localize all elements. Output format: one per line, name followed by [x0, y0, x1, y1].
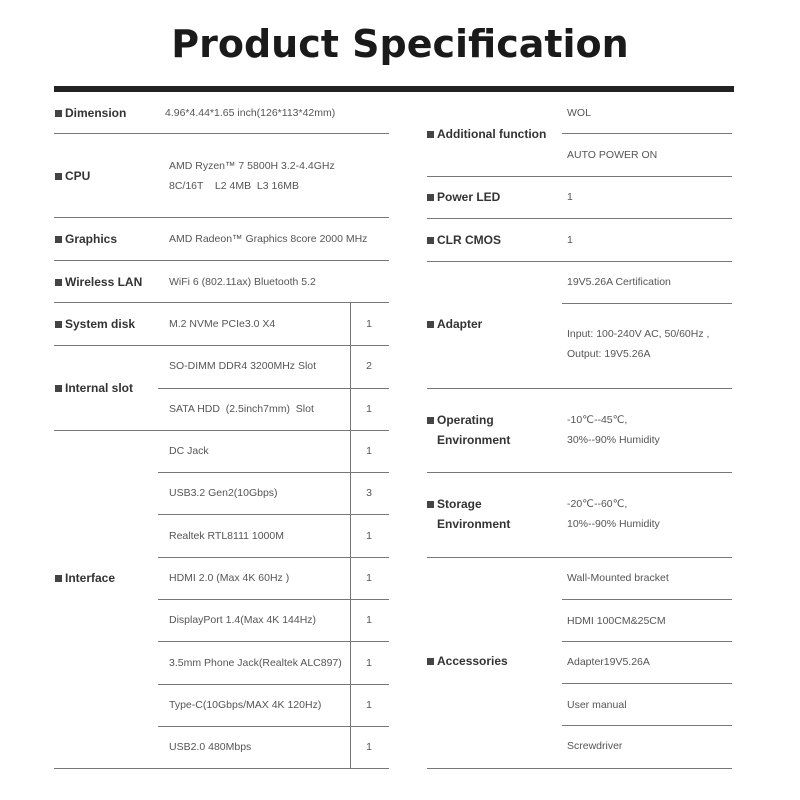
clr-cmos-value: 1 [567, 234, 573, 246]
square-bullet-icon [55, 110, 62, 117]
internal-slot-row-value: SATA HDD (2.5inch7mm) Slot [169, 403, 314, 415]
wireless-lan-value: WiFi 6 (802.11ax) Bluetooth 5.2 [169, 276, 316, 288]
system-disk-label: System disk [55, 314, 135, 334]
storage-label-line1: Storage [437, 497, 482, 511]
power-led-value: 1 [567, 191, 573, 203]
square-bullet-icon [427, 237, 434, 244]
storage-label-line2: Environment [437, 517, 511, 531]
interface-row-qty: 1 [366, 572, 372, 584]
row-divider [427, 557, 732, 558]
power-led-label: Power LED [427, 187, 500, 207]
square-bullet-icon [427, 131, 434, 138]
accessories-label: Accessories [427, 651, 508, 671]
interface-row-value: USB3.2 Gen2(10Gbps) [169, 487, 278, 499]
accessory-item: Screwdriver [567, 740, 623, 752]
square-bullet-icon [427, 417, 434, 424]
operating-environment-label [427, 410, 510, 450]
internal-slot-row-value: SO-DIMM DDR4 3200MHz Slot [169, 360, 317, 372]
square-bullet-icon [427, 321, 434, 328]
sub-row-divider [158, 557, 389, 558]
sub-row-divider [158, 641, 389, 642]
sub-row-divider [562, 599, 732, 600]
sub-row-divider [562, 303, 732, 304]
row-divider [427, 472, 732, 473]
clr-cmos-label: CLR CMOS [427, 230, 501, 250]
square-bullet-icon [55, 173, 62, 180]
sub-row-divider [562, 683, 732, 684]
row-divider [427, 218, 732, 219]
sub-row-divider [158, 388, 389, 389]
interface-row-value: DC Jack [169, 445, 209, 457]
row-divider [54, 345, 389, 346]
cpu-value-line1: AMD Ryzen™ 7 5800H 3.2-4.4GHz [169, 160, 335, 172]
qty-column-divider [350, 302, 351, 768]
additional-function-label: Additional function [427, 124, 546, 144]
wireless-lan-label: Wireless LAN [55, 272, 142, 292]
square-bullet-icon [427, 658, 434, 665]
operating-label-line1: Operating [437, 413, 494, 427]
sub-row-divider [562, 725, 732, 726]
interface-label: Interface [55, 568, 115, 588]
storage-environment-label [427, 494, 510, 534]
row-divider [54, 217, 389, 218]
row-divider [54, 768, 389, 769]
row-divider [54, 430, 389, 431]
interface-row-qty: 1 [366, 699, 372, 711]
interface-row-qty: 1 [366, 741, 372, 753]
graphics-value: AMD Radeon™ Graphics 8core 2000 MHz [169, 233, 368, 245]
storage-value-1: -20℃--60℃, [567, 498, 628, 510]
dimension-label: Dimension [55, 103, 126, 123]
page-title: Product Specification [171, 22, 629, 66]
interface-row-value: USB2.0 480Mbps [169, 741, 252, 753]
interface-row-value: Realtek RTL8111 1000M [169, 530, 284, 542]
row-divider [427, 768, 732, 769]
dimension-value: 4.96*4.44*1.65 inch(126*113*42mm) [165, 107, 336, 119]
square-bullet-icon [427, 194, 434, 201]
sub-row-divider [158, 514, 389, 515]
additional-value-1: WOL [567, 107, 591, 119]
square-bullet-icon [427, 501, 434, 508]
internal-slot-row-qty: 1 [366, 403, 372, 415]
accessory-item: HDMI 100CM&25CM [567, 615, 666, 627]
internal-slot-label: Internal slot [55, 378, 133, 398]
sub-row-divider [158, 684, 389, 685]
graphics-label: Graphics [55, 229, 117, 249]
square-bullet-icon [55, 385, 62, 392]
operating-value-2: 30%--90% Humidity [567, 434, 660, 446]
cpu-label: CPU [55, 166, 90, 186]
row-divider [427, 261, 732, 262]
adapter-value-2a: Input: 100-240V AC, 50/60Hz , [567, 328, 710, 340]
adapter-value-2b: Output: 19V5.26A [567, 348, 651, 360]
adapter-label: Adapter [427, 314, 482, 334]
row-divider [54, 260, 389, 261]
interface-row-value: 3.5mm Phone Jack(Realtek ALC897) [169, 657, 342, 669]
sub-row-divider [158, 472, 389, 473]
interface-row-value: HDMI 2.0 (Max 4K 60Hz ) [169, 572, 290, 584]
row-divider [427, 176, 732, 177]
interface-row-qty: 1 [366, 614, 372, 626]
square-bullet-icon [55, 236, 62, 243]
operating-value-1: -10℃--45℃, [567, 414, 628, 426]
storage-value-2: 10%--90% Humidity [567, 518, 660, 530]
cpu-value-line2: 8C/16T L2 4MB L3 16MB [169, 180, 299, 192]
interface-row-value: DisplayPort 1.4(Max 4K 144Hz) [169, 614, 317, 626]
square-bullet-icon [55, 575, 62, 582]
interface-row-qty: 1 [366, 530, 372, 542]
internal-slot-row-qty: 2 [366, 360, 372, 372]
square-bullet-icon [55, 279, 62, 286]
row-divider [54, 133, 389, 134]
additional-value-2: AUTO POWER ON [567, 149, 658, 161]
accessory-item: Adapter19V5.26A [567, 656, 650, 668]
sub-row-divider [562, 133, 732, 134]
accessory-item: User manual [567, 699, 627, 711]
sub-row-divider [562, 641, 732, 642]
system-disk-qty: 1 [366, 318, 372, 330]
row-divider [54, 302, 389, 303]
interface-row-value: Type-C(10Gbps/MAX 4K 120Hz) [169, 699, 322, 711]
row-divider [427, 388, 732, 389]
operating-label-line2: Environment [437, 433, 511, 447]
sub-row-divider [158, 599, 389, 600]
system-disk-value: M.2 NVMe PCIe3.0 X4 [169, 318, 276, 330]
interface-row-qty: 1 [366, 445, 372, 457]
square-bullet-icon [55, 321, 62, 328]
interface-row-qty: 3 [366, 487, 372, 499]
title-underline-bar [54, 86, 734, 92]
interface-row-qty: 1 [366, 657, 372, 669]
sub-row-divider [158, 726, 389, 727]
adapter-value-1: 19V5.26A Certification [567, 276, 671, 288]
accessory-item: Wall-Mounted bracket [567, 572, 669, 584]
